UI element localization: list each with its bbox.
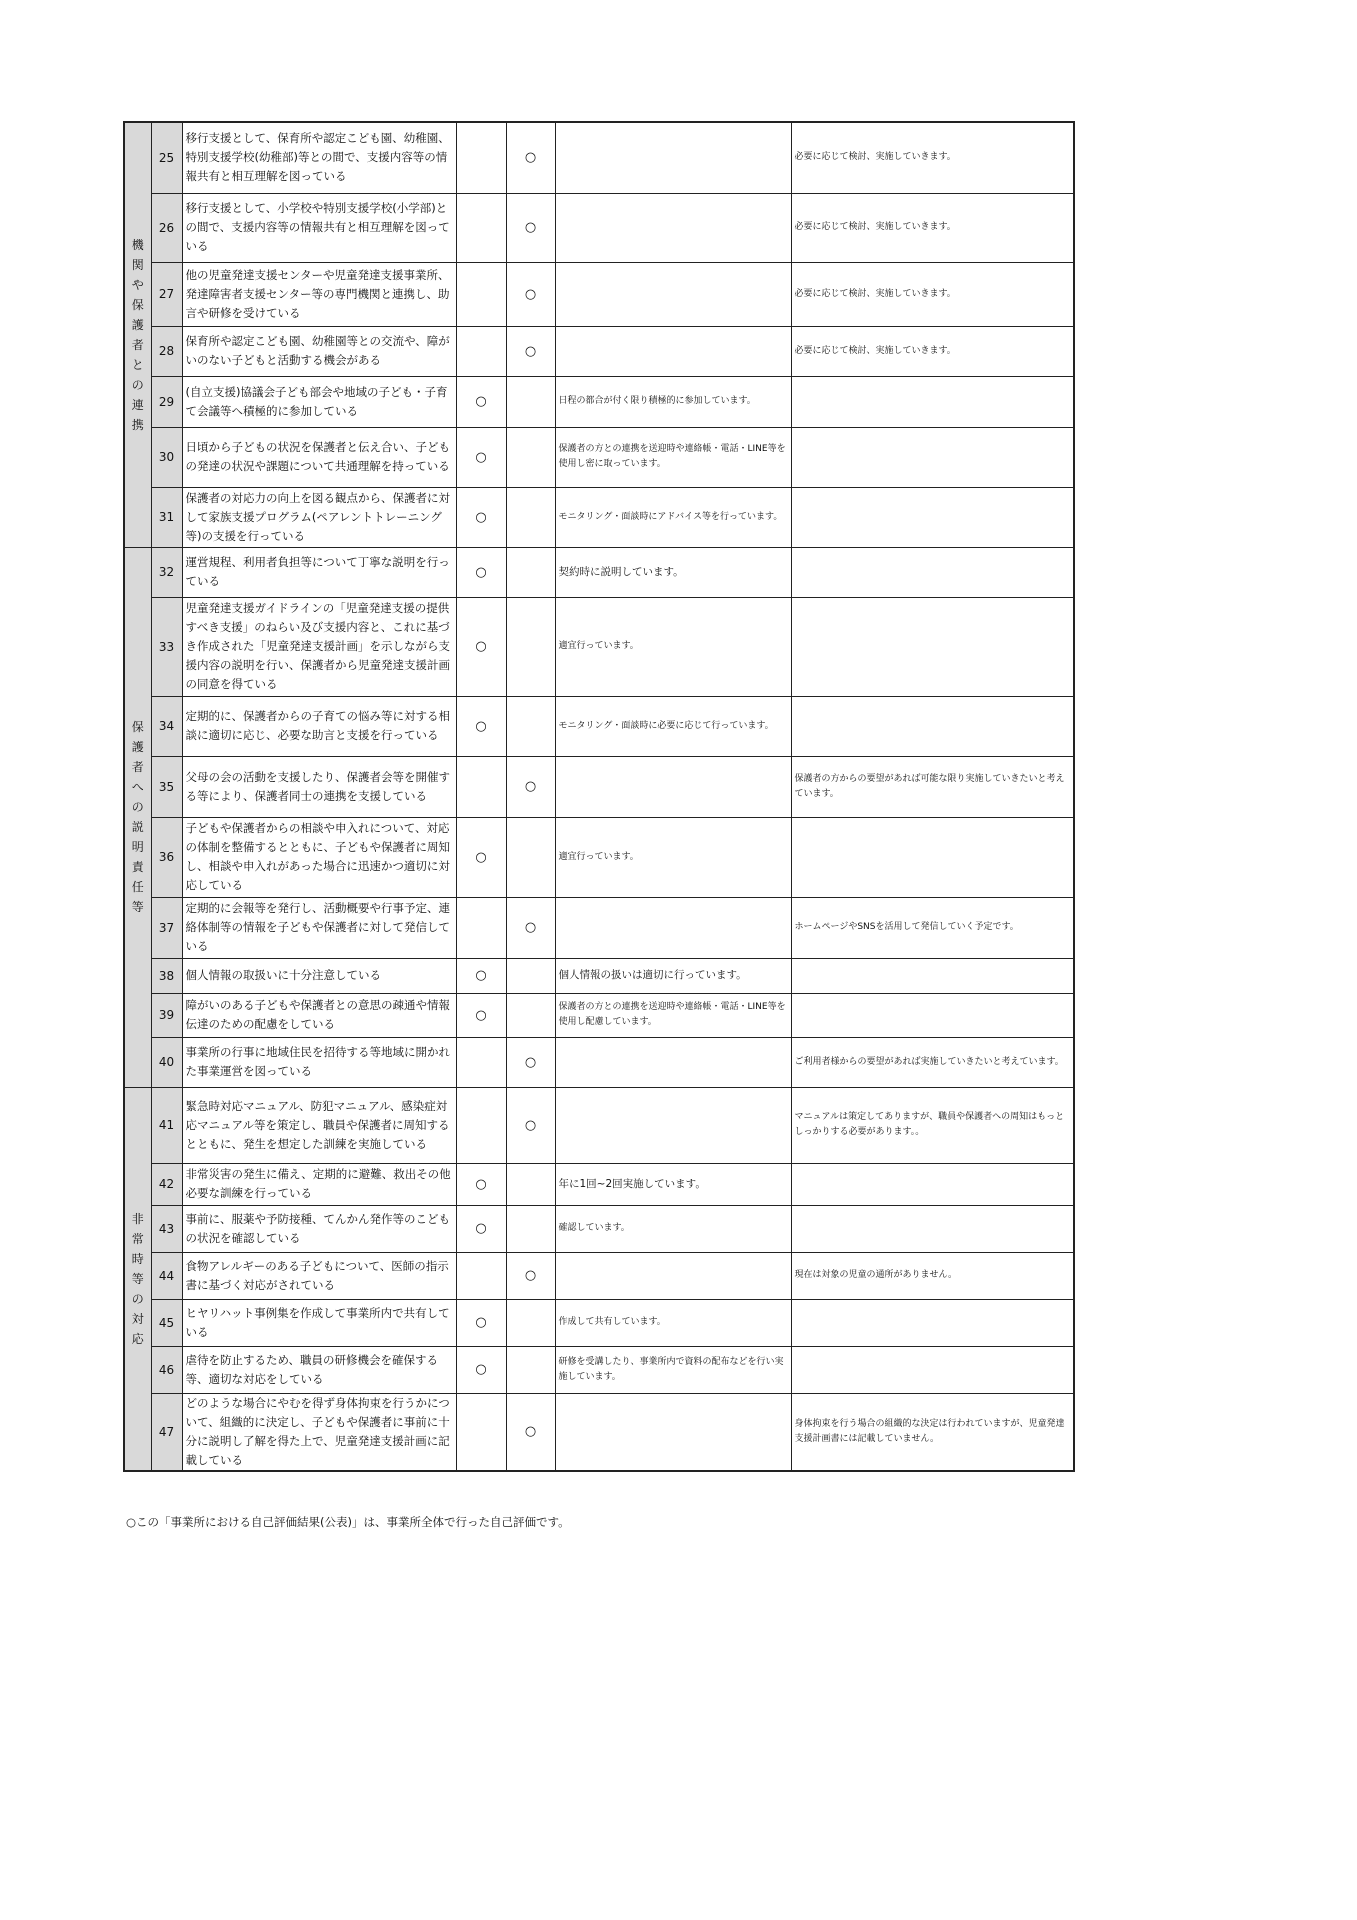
table-row <box>124 696 1074 756</box>
item-text: 保護者の対応力の向上を図る観点から、保護者に対して家族支援プログラム(ペアレントトレーニング等)の支援を行っている <box>182 487 456 547</box>
item-text: 子どもや保護者からの相談や申入れについて、対応の体制を整備するとともに、子どもや保護者に周知し、相談や申入れがあった場合に迅速かつ適切に対応している <box>182 817 456 897</box>
yes-comment: 契約時に説明しています。 <box>555 547 791 597</box>
yes-mark <box>456 122 506 193</box>
no-comment <box>791 376 1074 427</box>
item-text: 虐待を防止するため、職員の研修機会を確保する等、適切な対応をしている <box>182 1346 456 1393</box>
no-comment: 必要に応じて検討、実施していきます。 <box>791 262 1074 326</box>
yes-mark: ○ <box>456 547 506 597</box>
category-cell <box>124 1087 151 1471</box>
no-mark <box>506 1163 555 1205</box>
table-row <box>124 1163 1074 1205</box>
item-text: どのような場合にやむを得ず身体拘束を行うかについて、組織的に決定し、子どもや保護者に事前に十分に説明し了解を得た上で、児童発達支援計画に記載している <box>182 1393 456 1471</box>
category-label: 非常時等の対応 <box>131 1211 144 1346</box>
no-comment: 保護者の方からの要望があれば可能な限り実施していきたいと考えています。 <box>791 756 1074 817</box>
item-number: 26 <box>151 193 182 262</box>
no-mark: ○ <box>506 1393 555 1471</box>
item-text: 定期的に、保護者からの子育ての悩み等に対する相談に適切に応じ、必要な助言と支援を行っている <box>182 696 456 756</box>
item-number: 44 <box>151 1252 182 1299</box>
table-row <box>124 958 1074 993</box>
item-number: 47 <box>151 1393 182 1471</box>
yes-comment <box>555 193 791 262</box>
no-mark <box>506 1205 555 1252</box>
item-text: 移行支援として、小学校や特別支援学校(小学部)との間で、支援内容等の情報共有と相互理解を図っている <box>182 193 456 262</box>
no-mark <box>506 993 555 1037</box>
no-comment <box>791 547 1074 597</box>
item-text: 障がいのある子どもや保護者との意思の疎通や情報伝達のための配慮をしている <box>182 993 456 1037</box>
table-row <box>124 326 1074 376</box>
yes-mark <box>456 897 506 958</box>
no-mark <box>506 1346 555 1393</box>
yes-comment <box>555 1252 791 1299</box>
yes-comment: 保護者の方との連携を送迎時や連絡帳・電話・LINE等を使用し配慮しています。 <box>555 993 791 1037</box>
item-number: 33 <box>151 597 182 696</box>
table-row <box>124 817 1074 897</box>
yes-mark <box>456 193 506 262</box>
no-comment: 身体拘束を行う場合の組織的な決定は行われていますが、児童発達支援計画書には記載していません。 <box>791 1393 1074 1471</box>
yes-comment <box>555 1087 791 1163</box>
no-mark: ○ <box>506 897 555 958</box>
yes-comment: モニタリング・面談時に必要に応じて行っています。 <box>555 696 791 756</box>
table-row <box>124 1037 1074 1087</box>
category-label: 保護者への説明責任等 <box>131 720 144 914</box>
item-text: 他の児童発達支援センターや児童発達支援事業所、発達障害者支援センター等の専門機関と連携し、助言や研修を受けている <box>182 262 456 326</box>
item-number: 41 <box>151 1087 182 1163</box>
yes-comment: 適宜行っています。 <box>555 817 791 897</box>
no-comment <box>791 427 1074 487</box>
yes-mark: ○ <box>456 1346 506 1393</box>
no-comment <box>791 1205 1074 1252</box>
yes-mark <box>456 1037 506 1087</box>
yes-mark <box>456 756 506 817</box>
yes-comment: 適宜行っています。 <box>555 597 791 696</box>
yes-mark: ○ <box>456 487 506 547</box>
item-text: 食物アレルギーのある子どもについて、医師の指示書に基づく対応がされている <box>182 1252 456 1299</box>
yes-comment: モニタリング・面談時にアドバイス等を行っています。 <box>555 487 791 547</box>
table-row <box>124 993 1074 1037</box>
table-row <box>124 547 1074 597</box>
item-text: 定期的に会報等を発行し、活動概要や行事予定、連絡体制等の情報を子どもや保護者に対して発信している <box>182 897 456 958</box>
table-row <box>124 1087 1074 1163</box>
no-comment <box>791 487 1074 547</box>
item-text: ヒヤリハット事例集を作成して事業所内で共有している <box>182 1299 456 1346</box>
table-row <box>124 193 1074 262</box>
no-mark <box>506 427 555 487</box>
yes-mark: ○ <box>456 958 506 993</box>
item-text: 緊急時対応マニュアル、防犯マニュアル、感染症対応マニュアル等を策定し、職員や保護者に周知するとともに、発生を想定した訓練を実施している <box>182 1087 456 1163</box>
no-mark: ○ <box>506 756 555 817</box>
yes-mark: ○ <box>456 1299 506 1346</box>
no-comment <box>791 1346 1074 1393</box>
table-row <box>124 487 1074 547</box>
no-comment <box>791 1299 1074 1346</box>
no-mark <box>506 1299 555 1346</box>
table-row <box>124 376 1074 427</box>
yes-mark: ○ <box>456 376 506 427</box>
yes-comment <box>555 326 791 376</box>
no-mark: ○ <box>506 1087 555 1163</box>
no-mark <box>506 696 555 756</box>
item-number: 27 <box>151 262 182 326</box>
yes-mark: ○ <box>456 597 506 696</box>
no-comment: 必要に応じて検討、実施していきます。 <box>791 326 1074 376</box>
category-cell <box>124 122 151 547</box>
no-comment: 必要に応じて検討、実施していきます。 <box>791 193 1074 262</box>
item-number: 45 <box>151 1299 182 1346</box>
yes-comment: 研修を受講したり、事業所内で資料の配布などを行い実施しています。 <box>555 1346 791 1393</box>
item-number: 36 <box>151 817 182 897</box>
item-number: 32 <box>151 547 182 597</box>
item-text: 運営規程、利用者負担等について丁寧な説明を行っている <box>182 547 456 597</box>
no-mark: ○ <box>506 193 555 262</box>
no-comment <box>791 597 1074 696</box>
no-mark <box>506 376 555 427</box>
no-comment: ご利用者様からの要望があれば実施していきたいと考えています。 <box>791 1037 1074 1087</box>
no-comment <box>791 696 1074 756</box>
item-number: 25 <box>151 122 182 193</box>
item-number: 40 <box>151 1037 182 1087</box>
no-mark: ○ <box>506 1252 555 1299</box>
yes-mark: ○ <box>456 993 506 1037</box>
item-text: 移行支援として、保育所や認定こども園、幼稚園、特別支援学校(幼稚部)等との間で、支援内容等の情報共有と相互理解を図っている <box>182 122 456 193</box>
yes-mark: ○ <box>456 1205 506 1252</box>
category-label: 機関や保護者との連携 <box>131 237 144 432</box>
yes-mark <box>456 1087 506 1163</box>
table-row <box>124 1299 1074 1346</box>
yes-mark <box>456 326 506 376</box>
table-body <box>124 122 1074 1471</box>
item-text: 保育所や認定こども園、幼稚園等との交流や、障がいのない子どもと活動する機会がある <box>182 326 456 376</box>
item-number: 46 <box>151 1346 182 1393</box>
no-comment <box>791 993 1074 1037</box>
item-number: 38 <box>151 958 182 993</box>
yes-comment <box>555 1393 791 1471</box>
no-comment: ホームページやSNSを活用して発信していく予定です。 <box>791 897 1074 958</box>
yes-comment: 日程の都合が付く限り積極的に参加しています。 <box>555 376 791 427</box>
no-comment: 現在は対象の児童の通所がありません。 <box>791 1252 1074 1299</box>
table-row <box>124 427 1074 487</box>
yes-comment <box>555 262 791 326</box>
yes-mark: ○ <box>456 1163 506 1205</box>
table-row <box>124 1205 1074 1252</box>
no-mark <box>506 958 555 993</box>
yes-mark: ○ <box>456 817 506 897</box>
table-row <box>124 262 1074 326</box>
table-row <box>124 122 1074 193</box>
item-number: 43 <box>151 1205 182 1252</box>
table-row <box>124 597 1074 696</box>
item-number: 30 <box>151 427 182 487</box>
no-mark: ○ <box>506 1037 555 1087</box>
no-comment: マニュアルは策定してありますが、職員や保護者への周知はもっとしっかりする必要があります。。 <box>791 1087 1074 1163</box>
no-mark: ○ <box>506 122 555 193</box>
table-row <box>124 897 1074 958</box>
item-text: 日頃から子どもの状況を保護者と伝え合い、子どもの発達の状況や課題について共通理解を持っている <box>182 427 456 487</box>
item-text: 父母の会の活動を支援したり、保護者会等を開催する等により、保護者同士の連携を支援している <box>182 756 456 817</box>
item-text: (自立支援)協議会子ども部会や地域の子ども・子育て会議等へ積極的に参加している <box>182 376 456 427</box>
yes-comment: 保護者の方との連携を送迎時や連絡帳・電話・LINE等を使用し密に取っています。 <box>555 427 791 487</box>
no-mark <box>506 547 555 597</box>
no-mark <box>506 817 555 897</box>
yes-comment: 個人情報の扱いは適切に行っています。 <box>555 958 791 993</box>
footer-note: ○この「事業所における自己評価結果(公表)」は、事業所全体で行った自己評価です。 <box>126 1515 570 1529</box>
item-number: 39 <box>151 993 182 1037</box>
item-text: 事前に、服薬や予防接種、てんかん発作等のこどもの状況を確認している <box>182 1205 456 1252</box>
table-row <box>124 1346 1074 1393</box>
no-mark: ○ <box>506 262 555 326</box>
no-mark <box>506 487 555 547</box>
item-number: 29 <box>151 376 182 427</box>
yes-comment <box>555 122 791 193</box>
table-row <box>124 1393 1074 1471</box>
no-comment: 必要に応じて検討、実施していきます。 <box>791 122 1074 193</box>
yes-mark <box>456 1393 506 1471</box>
item-number: 37 <box>151 897 182 958</box>
no-comment <box>791 817 1074 897</box>
yes-mark: ○ <box>456 427 506 487</box>
no-comment <box>791 958 1074 993</box>
item-number: 31 <box>151 487 182 547</box>
table-row <box>124 756 1074 817</box>
item-number: 28 <box>151 326 182 376</box>
yes-mark <box>456 1252 506 1299</box>
item-text: 事業所の行事に地域住民を招待する等地域に開かれた事業運営を図っている <box>182 1037 456 1087</box>
yes-comment <box>555 756 791 817</box>
no-mark <box>506 597 555 696</box>
yes-mark <box>456 262 506 326</box>
item-text: 個人情報の取扱いに十分注意している <box>182 958 456 993</box>
table-row <box>124 1252 1074 1299</box>
item-text: 児童発達支援ガイドラインの「児童発達支援の提供すべき支援」のねらい及び支援内容と、これに基づき作成された「児童発達支援計画」を示しながら支援内容の説明を行い、保護者から児童発達支援計画の同意を得ている <box>182 597 456 696</box>
no-mark: ○ <box>506 326 555 376</box>
yes-comment <box>555 1037 791 1087</box>
category-cell <box>124 547 151 1087</box>
item-text: 非常災害の発生に備え、定期的に避難、救出その他必要な訓練を行っている <box>182 1163 456 1205</box>
item-number: 35 <box>151 756 182 817</box>
yes-comment <box>555 897 791 958</box>
item-number: 42 <box>151 1163 182 1205</box>
self-evaluation-table <box>123 121 1075 1472</box>
yes-comment: 年に1回~2回実施しています。 <box>555 1163 791 1205</box>
yes-mark: ○ <box>456 696 506 756</box>
no-comment <box>791 1163 1074 1205</box>
yes-comment: 作成して共有しています。 <box>555 1299 791 1346</box>
yes-comment: 確認しています。 <box>555 1205 791 1252</box>
item-number: 34 <box>151 696 182 756</box>
